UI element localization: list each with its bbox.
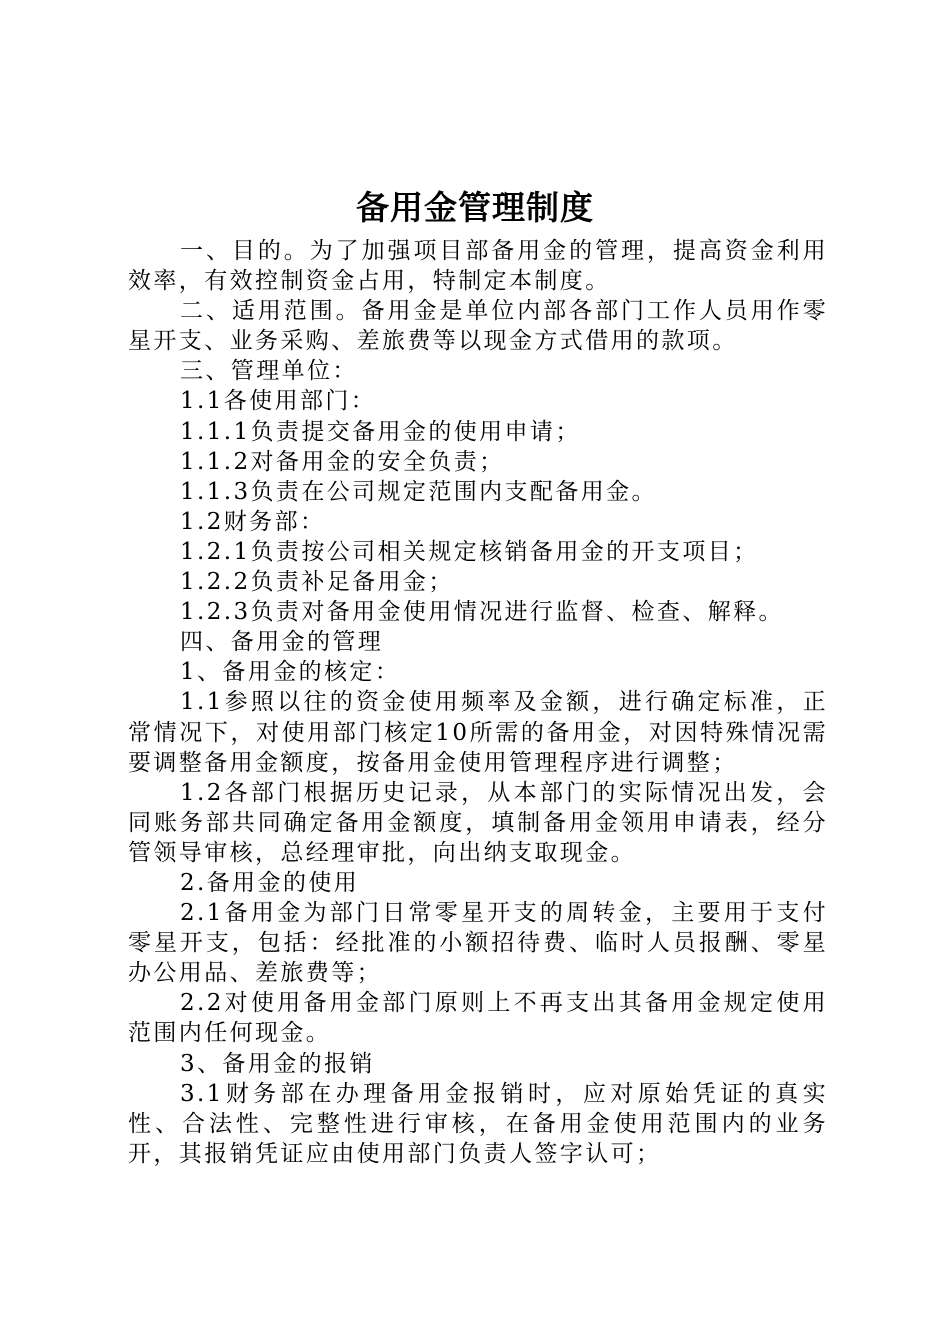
paragraph-item: 2.1备用金为部门日常零星开支的周转金，主要用于支付零星开支，包括：经批准的小额招待费、临时人员报酬、零星办公用品、差旅费等； [128, 900, 828, 987]
paragraph-item: 1.1参照以往的资金使用频率及金额，进行确定标准，正常情况下，对使用部门核定10所需的备用金，对因特殊情况需要调整备用金额度，按备用金使用管理程序进行调整； [128, 689, 828, 776]
heading-fund-usage: 2.备用金的使用 [180, 869, 360, 896]
heading-management-units: 三、管理单位： [180, 358, 358, 385]
paragraph-item: 1.2.2负责补足备用金； [180, 569, 454, 596]
paragraph-item: 1.2各部门根据历史记录，从本部门的实际情况出发，会同账务部共同确定备用金额度，填制备用金领用申请表，经分管领导审核，总经理审批，向出纳支取现金。 [128, 779, 828, 866]
heading-fund-management: 四、备用金的管理 [180, 629, 384, 656]
paragraph-purpose: 一、目的。为了加强项目部备用金的管理，提高资金利用效率，有效控制资金占用，特制定本制度。 [128, 238, 828, 295]
paragraph-item: 1.1.3负责在公司规定范围内支配备用金。 [180, 478, 657, 505]
paragraph-item: 1.2.1负责按公司相关规定核销备用金的开支项目； [180, 538, 759, 565]
paragraph-item: 1.1各使用部门： [180, 388, 377, 415]
paragraph-item: 1.2财务部： [180, 508, 326, 535]
heading-fund-approval: 1、备用金的核定： [180, 659, 401, 686]
paragraph-item: 1.2.3负责对备用金使用情况进行监督、检查、解释。 [180, 599, 784, 626]
paragraph-item: 1.1.2对备用金的安全负责； [180, 448, 505, 475]
heading-fund-reimbursement: 3、备用金的报销 [180, 1050, 375, 1077]
paragraph-item: 1.1.1负责提交备用金的使用申请； [180, 418, 581, 445]
paragraph-item: 3.1财务部在办理备用金报销时，应对原始凭证的真实性、合法性、完整性进行审核，在备用金使用范围内的业务开，其报销凭证应由使用部门负责人签字认可； [128, 1080, 828, 1167]
paragraph-scope: 二、适用范围。备用金是单位内部各部门工作人员用作零星开支、业务采购、差旅费等以现金方式借用的款项。 [128, 298, 828, 355]
paragraph-item: 2.2对使用备用金部门原则上不再支出其备用金规定使用范围内任何现金。 [128, 990, 828, 1047]
document-body [128, 236, 828, 1169]
document-title: 备用金管理制度 [356, 188, 594, 227]
